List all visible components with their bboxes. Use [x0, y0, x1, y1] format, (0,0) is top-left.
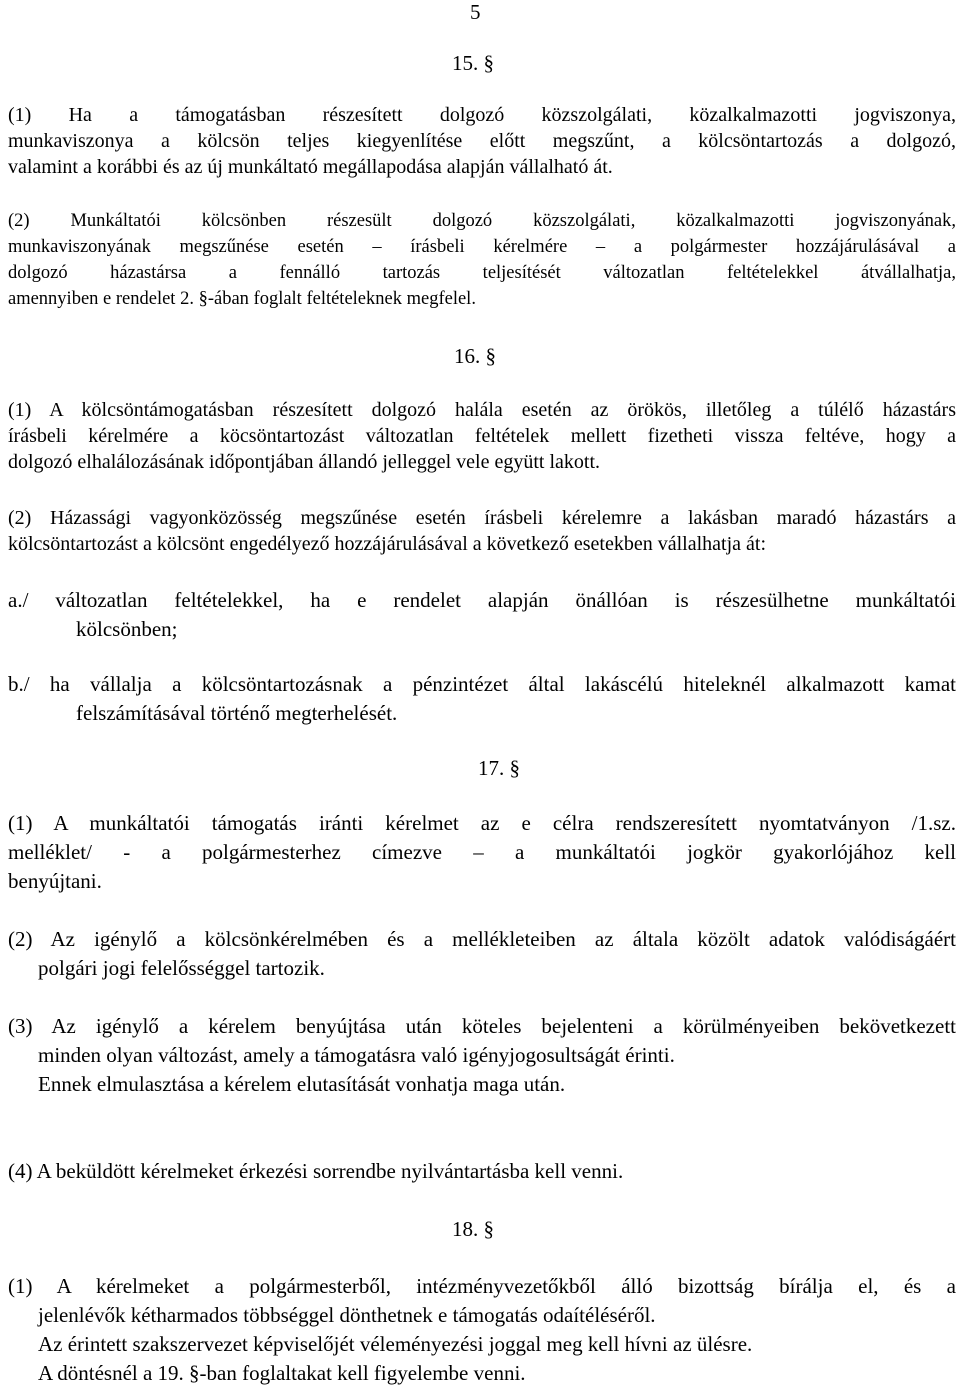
line: polgári jogi felelősséggel tartozik.	[38, 956, 325, 980]
line: munkaviszonyának megszűnése esetén – írásbeli kérelmére – a polgármester hozzájárulásával a	[8, 237, 956, 257]
section-heading-18: 18. §	[452, 1217, 494, 1241]
line: (1) Ha a támogatásban részesített dolgozó közszolgálati, közalkalmazotti jogviszonya,	[8, 104, 956, 126]
paragraph-17-1	[8, 809, 956, 896]
line: benyújtani.	[8, 869, 102, 893]
paragraph-17-3	[8, 1012, 956, 1099]
line: b./ ha vállalja a kölcsöntartozásnak a pénzintézet által lakáscélú hiteleknél alkalmazott kamat	[8, 672, 956, 696]
line: (1) A munkáltatói támogatás iránti kérelmet az e célra rendszeresített nyomtatványon /1.sz.	[8, 811, 956, 835]
line: minden olyan változást, amely a támogatásra való igényjogosultságát érinti.	[38, 1043, 675, 1067]
line: valamint a korábbi és az új munkáltató megállapodása alapján vállalható át.	[8, 156, 613, 178]
line: munkaviszonya a kölcsön teljes kiegyenlítése előtt megszűnt, a kölcsöntartozás a dolgozó,	[8, 130, 956, 152]
line: jelenlévők kétharmados többséggel dönthetnek e támogatás odaítéléséről.	[38, 1303, 656, 1327]
page-number: 5	[470, 0, 481, 24]
line: dolgozó házastársa a fennálló tartozás teljesítését változatlan feltételekkel átvállalhatja,	[8, 263, 956, 283]
line: a./ változatlan feltételekkel, ha e rendelet alapján önállóan is részesülhetne munkáltatói	[8, 588, 956, 612]
paragraph-16-1	[8, 397, 956, 475]
paragraph-15-1	[8, 102, 956, 180]
line: Ennek elmulasztása a kérelem elutasítását vonhatja maga után.	[38, 1072, 566, 1096]
line: (2) Az igénylő a kölcsönkérelmében és a mellékleteiben az általa közölt adatok valódiságáért	[8, 927, 956, 951]
line: kölcsöntartozást a kölcsönt engedélyező hozzájárulásával a következő esetekben vállalhatja át:	[8, 533, 766, 555]
section-heading-16: 16. §	[454, 344, 496, 368]
line: (2) Munkáltatói kölcsönben részesült dolgozó közszolgálati, közalkalmazotti jogviszonyának,	[8, 211, 956, 231]
list-item-b	[8, 670, 956, 728]
paragraph-15-2	[8, 208, 956, 312]
section-heading-17: 17. §	[478, 756, 520, 780]
list-item-a	[8, 586, 956, 644]
paragraph-18-1	[8, 1272, 956, 1388]
line: amennyiben e rendelet 2. §-ában foglalt feltételeknek megfelel.	[8, 289, 476, 309]
line: (1) A kölcsöntámogatásban részesített dolgozó halála esetén az örökös, illetőleg a túlélő házastárs	[8, 399, 956, 421]
line: melléklet/ - a polgármesterhez címezve – a munkáltatói jogkör gyakorlójához kell	[8, 840, 956, 864]
paragraph-17-4	[8, 1157, 956, 1186]
line: felszámításával történő megterhelését.	[76, 701, 398, 725]
paragraph-17-2	[8, 925, 956, 983]
line: (2) Házassági vagyonközösség megszűnése esetén írásbeli kérelemre a lakásban maradó házastárs a	[8, 507, 956, 529]
line: írásbeli kérelmére a köcsöntartozást változatlan feltételek mellett fizetheti vissza feltéve, hogy a	[8, 425, 956, 447]
line: (1) A kérelmeket a polgármesterből, intézményvezetőkből álló bizottság bírálja el, és a	[8, 1274, 956, 1298]
line: Az érintett szakszervezet képviselőjét véleményezési joggal meg kell hívni az ülésre.	[38, 1332, 753, 1356]
line: kölcsönben;	[76, 617, 178, 641]
line: (4) A beküldött kérelmeket érkezési sorrendbe nyilvántartásba kell venni.	[8, 1159, 624, 1183]
line: dolgozó elhalálozásának időpontjában állandó jelleggel vele együtt lakott.	[8, 451, 601, 473]
line: (3) Az igénylő a kérelem benyújtása után köteles bejelenteni a körülményeiben bekövetkezett	[8, 1014, 956, 1038]
paragraph-16-2	[8, 505, 956, 557]
section-heading-15: 15. §	[452, 51, 494, 75]
line: A döntésnél a 19. §-ban foglaltakat kell figyelembe venni.	[38, 1361, 526, 1385]
